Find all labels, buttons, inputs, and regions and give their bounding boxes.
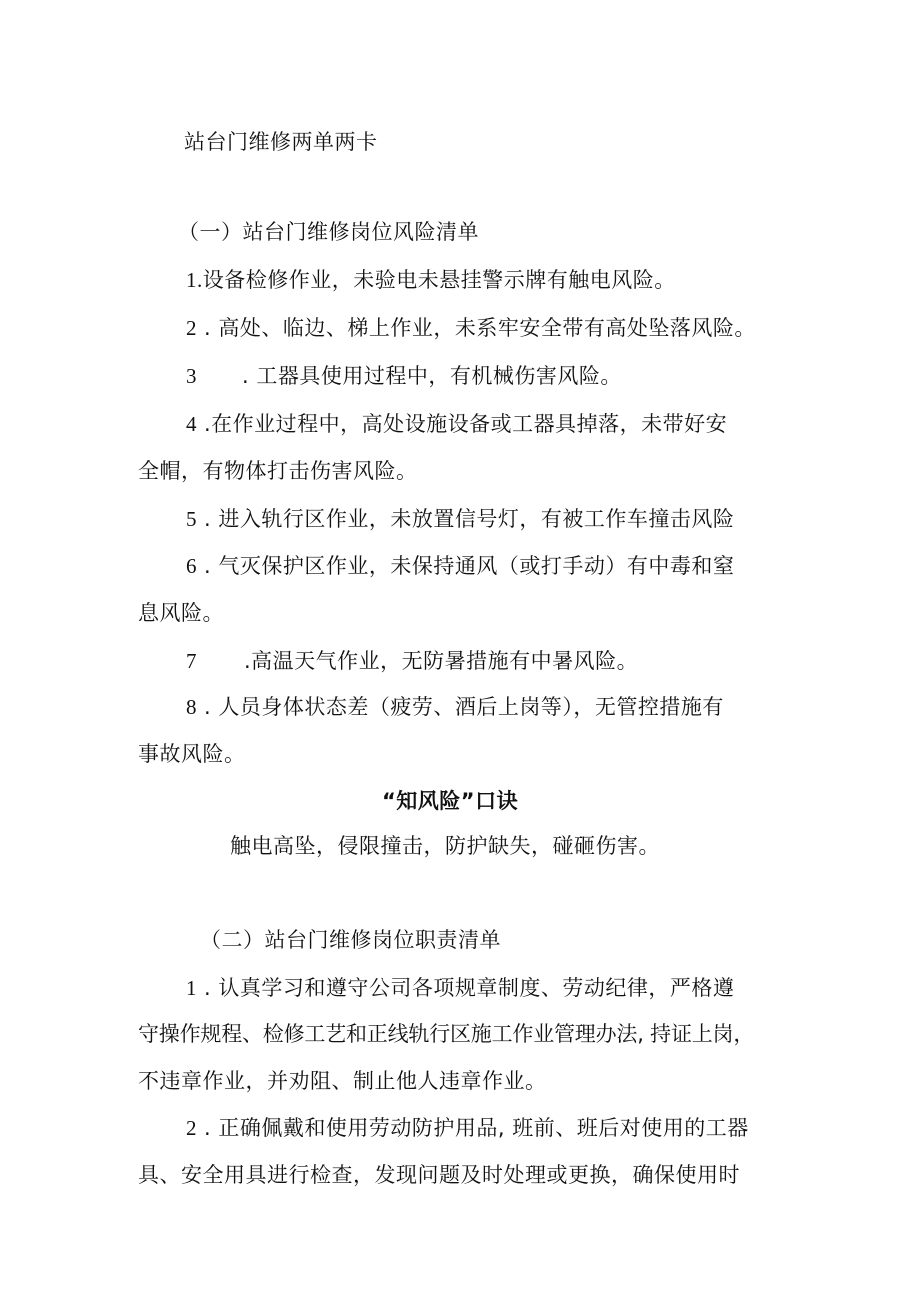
duty-item-continuation: 具、安全用具进行检查，发现问题及时处理或更换，确保使用时 xyxy=(138,1163,740,1187)
risk-item-continuation: 事故风险。 xyxy=(138,742,246,766)
risk-item-number: 8 xyxy=(186,695,197,719)
risk-item-continuation: 全帽，有物体打击伤害风险。 xyxy=(138,459,418,483)
duty-item-text: . 正确佩戴和使用劳动防护用品, 班前、班后对使用的工器 xyxy=(204,1116,749,1140)
risk-item-number: 7 xyxy=(186,649,197,673)
duty-item xyxy=(186,973,734,1003)
risk-item-number: 6 xyxy=(186,554,197,578)
risk-item-text: . 人员身体状态差（疲劳、酒后上岗等），无管控措施有 xyxy=(204,695,724,719)
risk-item-number: 3 xyxy=(186,364,197,388)
risk-item-number: 5 xyxy=(186,507,197,531)
duty-item-number: 2 xyxy=(186,1116,197,1140)
risk-item-number: 1. xyxy=(186,268,203,292)
risk-item xyxy=(186,361,622,391)
risk-item xyxy=(186,409,727,439)
risk-item-text: .高温天气作业，无防暑措施有中暑风险。 xyxy=(244,649,639,673)
risk-section-heading: （一）站台门维修岗位风险清单 xyxy=(178,220,479,244)
risk-item-text: . 工器具使用过程中，有机械伤害风险。 xyxy=(242,364,622,388)
risk-item xyxy=(186,551,734,581)
risk-item xyxy=(186,504,734,534)
risk-item-continuation: 息风险。 xyxy=(138,601,224,625)
risk-item xyxy=(186,646,638,676)
duty-item-continuation: 不违章作业，并劝阻、制止他人违章作业。 xyxy=(138,1069,547,1093)
risk-item-text: . 高处、临边、梯上作业，未系牢安全带有高处坠落风险。 xyxy=(204,316,756,340)
duty-item-number: 1 xyxy=(186,976,197,1000)
risk-item xyxy=(186,265,676,295)
risk-item-text: . 气灭保护区作业，未保持通风（或打手动）有中毒和窒 xyxy=(204,554,735,578)
duty-item xyxy=(186,1113,749,1143)
document-title: 站台门维修两单两卡 xyxy=(184,130,378,154)
risk-item-text: 设备检修作业，未验电未悬挂警示牌有触电风险。 xyxy=(202,268,676,292)
risk-item-text: . 进入轨行区作业，未放置信号灯，有被工作车撞击风险 xyxy=(204,507,735,531)
risk-item-number: 2 xyxy=(186,316,197,340)
risk-item xyxy=(186,313,756,343)
risk-item-number: 4 xyxy=(186,412,197,436)
duty-section-heading: （二）站台门维修岗位职责清单 xyxy=(200,928,501,952)
risk-item-text: .在作业过程中，高处设施设备或工器具掉落，未带好安 xyxy=(204,412,728,436)
duty-item-text: . 认真学习和遵守公司各项规章制度、劳动纪律，严格遵 xyxy=(204,976,735,1000)
risk-item xyxy=(186,692,724,722)
duty-item-continuation: 守操作规程、检修工艺和正线轨行区施工作业管理办法, 持证上岗， xyxy=(138,1022,755,1046)
mnemonic-text: 触电高坠，侵限撞击，防护缺失，碰砸伤害。 xyxy=(230,834,660,858)
mnemonic-title: “知风险”口诀 xyxy=(382,789,519,813)
